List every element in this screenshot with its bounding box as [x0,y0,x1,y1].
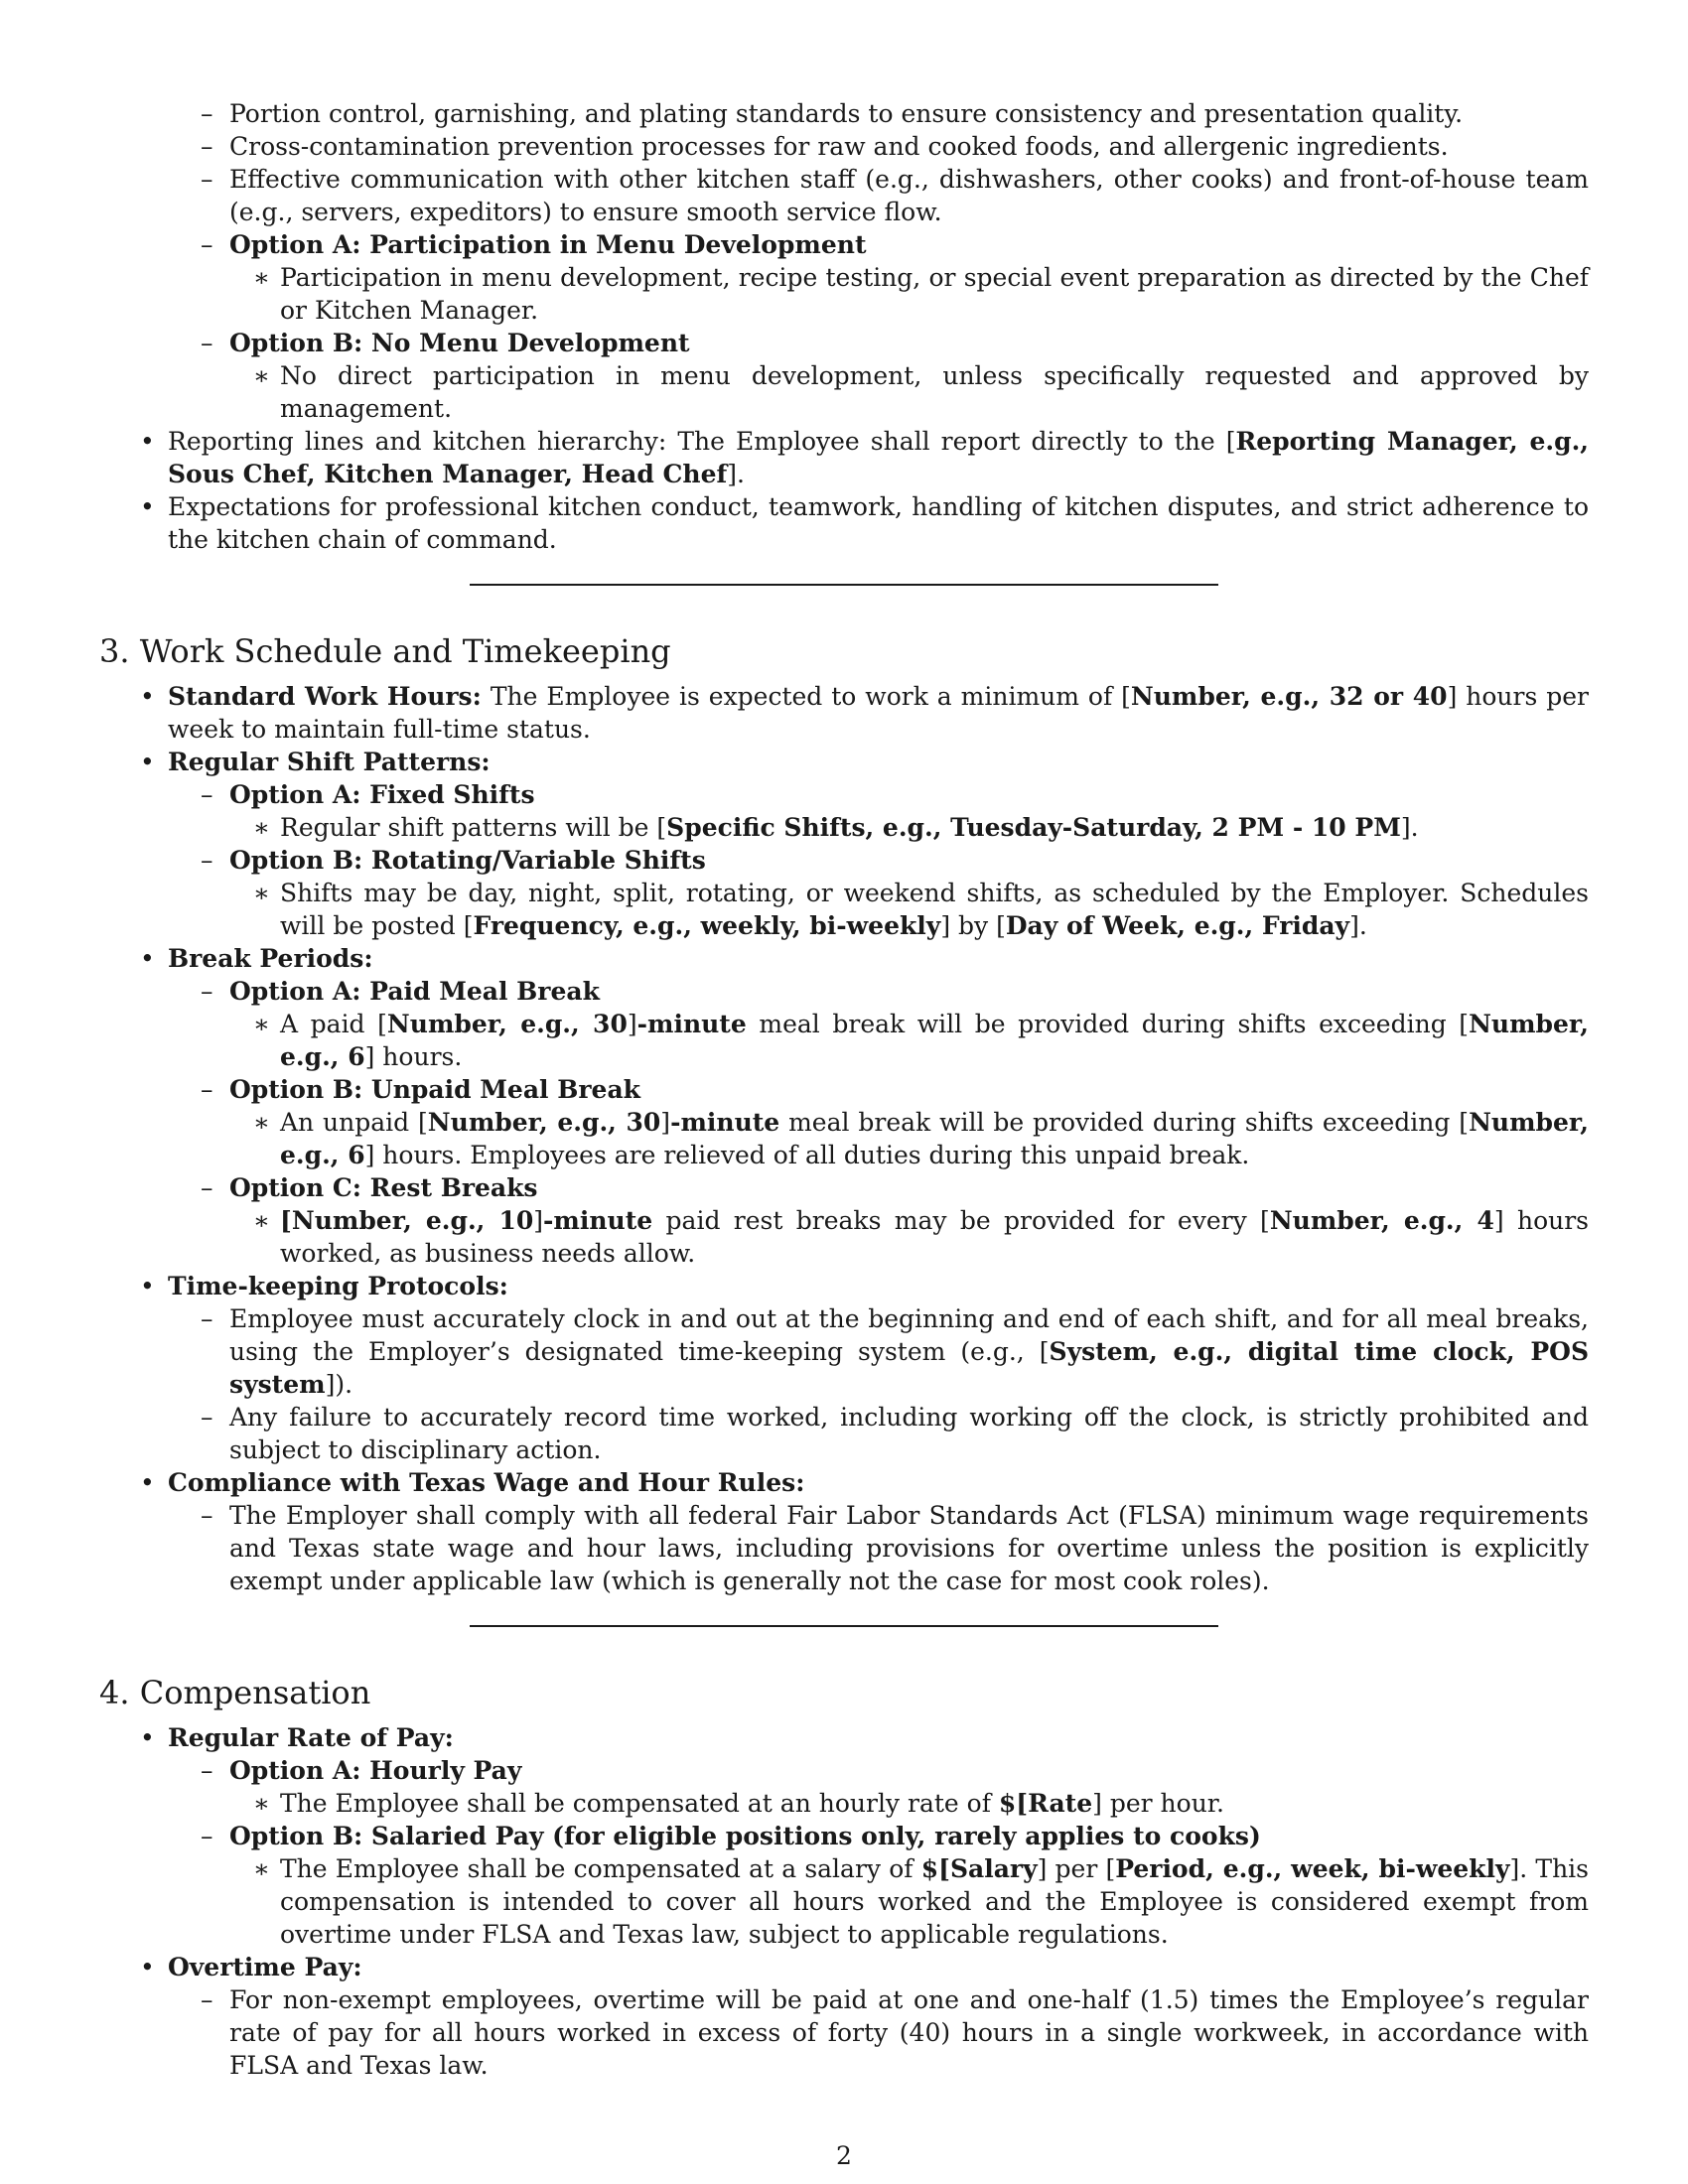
placeholder: Number, e.g., 10 [291,1206,534,1235]
document-page [99,97,1589,2082]
list-item: ∗ Regular shift patterns will be [Specific Shifts, e.g., Tuesday-Saturday, 2 PM - 10 PM]. [280,811,1589,844]
option-heading: – Option A: Fixed Shifts [229,778,1589,811]
list-item [229,130,1589,163]
section-heading-compensation: 4. Compensation [99,1674,371,1711]
list-item: • Break Periods: [168,942,1589,975]
placeholder: Number, e.g., 30 [427,1108,661,1137]
placeholder: $[Rate [998,1789,1093,1818]
list-item: • Regular Shift Patterns: [168,746,1589,778]
list-item: ∗ A paid [Number, e.g., 30]-minute meal break will be provided during shifts exceeding [Number, e.g., 6] hours. [280,1008,1589,1073]
page-number: 2 [836,2141,852,2170]
list-item: • Overtime Pay: [168,1951,1589,1983]
placeholder: Specific Shifts, e.g., Tuesday-Saturday, 2 PM - 10 PM [666,813,1401,842]
placeholder: Frequency, e.g., weekly, bi-weekly [473,911,941,940]
item-text: Effective communication with other kitchen staff (e.g., dishwashers, other cooks) and front-of-house team (e.g., servers, expeditors) to ensure smooth service flow. [229,165,1589,226]
placeholder: Period, e.g., week, bi-weekly [1115,1854,1510,1883]
section-heading-work-schedule: 3. Work Schedule and Timekeeping [99,632,671,670]
item-text: Portion control, garnishing, and plating standards to ensure consistency and presentation quality. [229,99,1464,128]
list-item: • Time-keeping Protocols: [168,1270,1589,1302]
option-heading: – Option A: Paid Meal Break [229,975,1589,1008]
reporting-lines-item: • Reporting lines and kitchen hierarchy: The Employee shall report directly to the [Reporting Manager, e.g., Sous Chef, Kitchen Manager, Head Chef]. [168,425,1589,490]
list-item [229,163,1589,228]
list-item: ∗ Participation in menu development, recipe testing, or special event preparation as directed by the Chef or Kitchen Manager. [280,261,1589,327]
placeholder: Number, e.g., 6 [280,1010,1589,1071]
list-item: – For non-exempt employees, overtime will be paid at one and one-half (1.5) times the Employee’s regular rate of pay for all hours worked in excess of forty (40) hours in a single workweek, in accordance with FLSA and Texas law. [229,1983,1589,2082]
item-text: Cross-contamination prevention processes for raw and cooked foods, and allergenic ingredients. [229,132,1449,161]
option-heading: – Option B: Rotating/Variable Shifts [229,844,1589,877]
option-heading: – Option A: Participation in Menu Development [229,228,1589,261]
placeholder: Number, e.g., 6 [280,1108,1589,1169]
conduct-item: • Expectations for professional kitchen conduct, teamwork, handling of kitchen disputes, and strict adherence to the kitchen chain of command. [168,490,1589,556]
list-item: • Regular Rate of Pay: [168,1721,1589,1754]
placeholder: Number, e.g., 30 [386,1010,628,1038]
placeholder: Number, e.g., 32 or 40 [1130,682,1448,711]
list-item: ∗ An unpaid [Number, e.g., 30]-minute meal break will be provided during shifts exceeding [Number, e.g., 6] hours. Employees are relieved of all duties during this unpaid break. [280,1106,1589,1171]
list-item: • Compliance with Texas Wage and Hour Rules: [168,1466,1589,1499]
placeholder: Number, e.g., 4 [1269,1206,1494,1235]
list-item: – Any failure to accurately record time worked, including working off the clock, is strictly prohibited and subject to disciplinary action. [229,1401,1589,1466]
list-item: ∗ The Employee shall be compensated at a salary of $[Salary] per [Period, e.g., week, bi-weekly]. This compensation is intended to cover all hours worked and the Employee is considered exempt from overtime under FLSA and Texas law, subject to applicable regulations. [280,1852,1589,1951]
placeholder: Day of Week, e.g., Friday [1005,911,1350,940]
option-heading: – Option B: Unpaid Meal Break [229,1073,1589,1106]
list-item: • Standard Work Hours: The Employee is expected to work a minimum of [Number, e.g., 32 or 40] hours per week to maintain full-time status. [168,680,1589,746]
placeholder: System, e.g., digital time clock, POS system [229,1337,1590,1399]
option-heading: – Option C: Rest Breaks [229,1171,1589,1204]
list-item: ∗ The Employee shall be compensated at an hourly rate of $[Rate] per hour. [280,1787,1589,1820]
placeholder: Reporting Manager, e.g., Sous Chef, Kitchen Manager, Head Chef [168,427,1589,488]
option-heading: – Option B: No Menu Development [229,327,1589,359]
placeholder: $[Salary [920,1854,1038,1883]
list-item [229,97,1589,130]
option-heading: – Option A: Hourly Pay [229,1754,1589,1787]
list-item: ∗ Shifts may be day, night, split, rotating, or weekend shifts, as scheduled by the Employer. Schedules will be posted [Frequency, e.g., weekly, bi-weekly] by [Day of Week, e.g., Friday]. [280,877,1589,942]
list-item: – Employee must accurately clock in and out at the beginning and end of each shift, and for all meal breaks, using the Employer’s designated time-keeping system (e.g., [System, e.g., digital time clock, POS system]). [229,1302,1589,1401]
list-item: ∗ No direct participation in menu development, unless specifically requested and approved by management. [280,359,1589,425]
option-heading: – Option B: Salaried Pay (for eligible positions only, rarely applies to cooks) [229,1820,1589,1852]
list-item: ∗ [Number, e.g., 10]-minute paid rest breaks may be provided for every [Number, e.g., 4] hours worked, as business needs allow. [280,1204,1589,1270]
list-item: – The Employer shall comply with all federal Fair Labor Standards Act (FLSA) minimum wage requirements and Texas state wage and hour laws, including provisions for overtime unless the position is explicitly exempt under applicable law (which is generally not the case for most cook roles). [229,1499,1589,1597]
